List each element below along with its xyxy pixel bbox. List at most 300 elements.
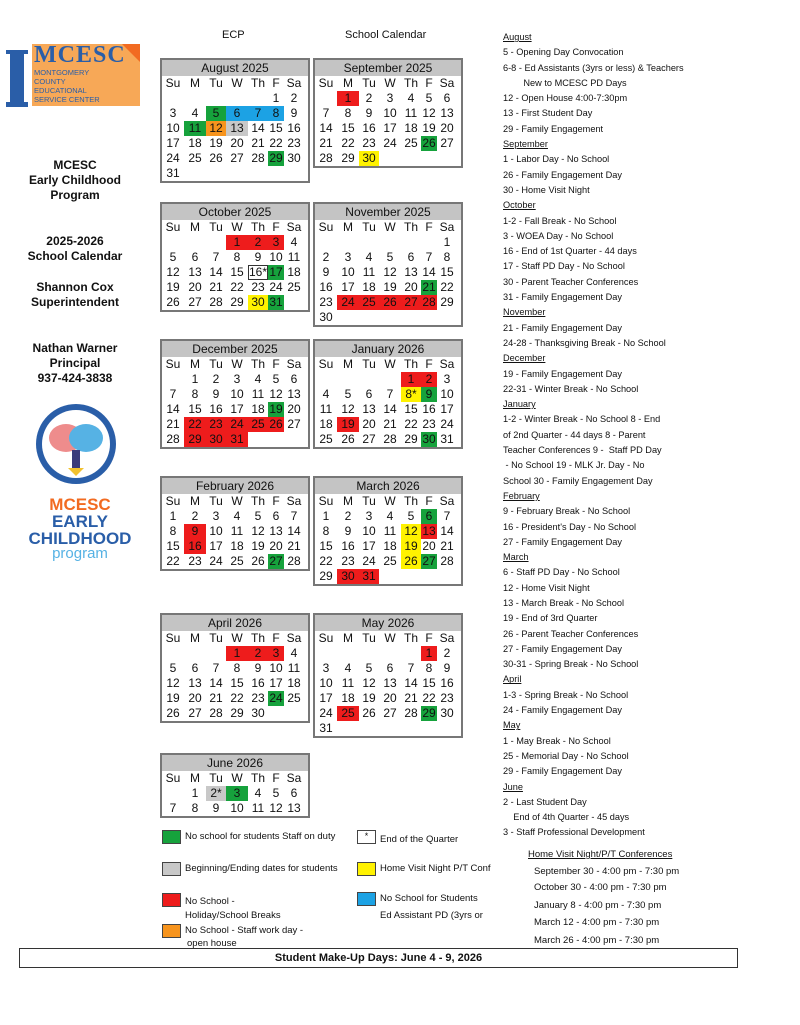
calendar-day: 24 — [166, 151, 180, 165]
calendar-day — [162, 91, 184, 106]
event-item: 12 - Home Visit Night — [503, 582, 590, 593]
calendar-day: 18 — [383, 539, 397, 553]
principal-title: Principal — [49, 356, 101, 370]
logo-abbr: MCESC — [34, 42, 126, 68]
calendar-day: 12 — [251, 524, 265, 538]
calendar-day: 16 — [362, 121, 376, 135]
day-header: M — [190, 631, 200, 645]
event-item: 1-3 - Spring Break - No School — [503, 689, 629, 700]
day-header: W — [231, 220, 243, 234]
calendar-day: 19 — [166, 280, 180, 294]
day-header: M — [343, 357, 353, 371]
calendar-day: 31 — [166, 166, 180, 180]
calendar-day: 2 — [248, 646, 268, 661]
week-row — [315, 136, 461, 151]
calendar-day: 18 — [319, 417, 333, 431]
event-item: 6-8 - Ed Assistants (3yrs or less) & Teachers — [503, 62, 684, 73]
day-header: Tu — [362, 357, 376, 371]
home-visit-item: March 12 - 4:00 pm - 7:30 pm — [534, 917, 660, 928]
calendar-day: 30 — [422, 432, 436, 446]
calendar-day: 20 — [440, 121, 454, 135]
calendar-day: 22 — [269, 136, 283, 150]
calendar-day: 9 — [344, 524, 352, 538]
calendar-day: 29 — [319, 569, 333, 583]
calendar-day: 17 — [341, 280, 355, 294]
home-visit-item: September 30 - 4:00 pm - 7:30 pm — [534, 866, 680, 877]
event-item: 26 - Family Engagement Day — [503, 169, 622, 180]
calendar-day: 26 — [166, 295, 180, 309]
calendar-day: 11 — [251, 801, 265, 815]
calendar-day: 1 — [443, 235, 451, 249]
calendar-day: 30 — [337, 569, 359, 584]
calendar-day: 22 — [404, 417, 418, 431]
day-header: W — [231, 771, 243, 785]
calendar-day: 4 — [254, 786, 262, 800]
calendar-day: 18 — [188, 136, 202, 150]
week-row — [162, 706, 308, 721]
calendar-day: 8 — [268, 106, 284, 121]
home-visit-item: March 26 - 4:00 pm - 7:30 pm — [534, 935, 660, 946]
program-line: Program — [50, 188, 100, 202]
calendar-day: 11 — [383, 524, 397, 538]
calendar-day: 26 — [422, 136, 436, 150]
calendar-day: 25 — [287, 280, 301, 294]
calendar-day: 23 — [440, 691, 454, 705]
calendar-day: 13 — [287, 387, 301, 401]
calendar-day: 22 — [184, 417, 206, 432]
logo-lines — [34, 68, 100, 104]
legend-blue-text2: Ed Assistant PD (3yrs or — [380, 910, 483, 921]
calendar-day — [379, 646, 401, 661]
day-header: F — [272, 220, 280, 234]
calendar-day: 10 — [269, 250, 283, 264]
calendar-day: 28 — [422, 295, 436, 309]
calendar-day: 15 — [404, 402, 418, 416]
week-row — [162, 121, 308, 136]
day-header: Tu — [209, 631, 223, 645]
calendar-day: 12 — [341, 402, 355, 416]
day-header: Tu — [209, 357, 223, 371]
calendar-day — [337, 235, 359, 250]
calendar-day: 7 — [248, 106, 268, 121]
calendar-day: 28 — [209, 295, 223, 309]
calendar-day: 11 — [404, 106, 418, 120]
calendar-day: 5 — [407, 509, 415, 523]
week-row — [162, 509, 308, 524]
event-item: 26 - Parent Teacher Conferences — [503, 628, 639, 639]
event-item: 1 - May Break - No School — [503, 735, 611, 746]
calendar-day: 3 — [344, 250, 352, 264]
calendar-day: 27 — [188, 706, 202, 720]
event-month-heading: January — [503, 399, 536, 410]
calendar-day: 6 — [290, 372, 298, 386]
calendar-day: 20 — [422, 539, 436, 553]
calendar-day: 11 — [319, 402, 333, 416]
week-row — [315, 661, 461, 676]
calendar-day: 8 — [322, 524, 330, 538]
calendar-day: 27 — [287, 417, 301, 431]
home-visit-title: Home Visit Night/P/T Conferences — [528, 849, 673, 860]
calendar-day: 1 — [272, 91, 280, 105]
legend-red-swatch — [162, 893, 181, 907]
calendar-day: 13 — [404, 265, 418, 279]
legend-star-text: End of the Quarter — [380, 834, 459, 845]
calendar-day: 22 — [422, 691, 436, 705]
month-calendar — [160, 613, 310, 723]
program-title — [10, 158, 140, 203]
event-item: 19 - End of 3rd Quarter — [503, 613, 598, 624]
calendar-day: 4 — [344, 661, 352, 675]
calendar-day: 3 — [268, 646, 284, 661]
week-row — [162, 265, 308, 280]
week-row — [315, 691, 461, 706]
calendar-day: 6 — [421, 509, 437, 524]
calendar-day: 7 — [443, 509, 451, 523]
calendar-day: 12 — [166, 676, 180, 690]
calendar-day: 22 — [440, 280, 454, 294]
calendar-day: 28 — [440, 554, 454, 568]
calendar-day: 7 — [212, 250, 220, 264]
calendar-day: 21 — [422, 280, 436, 294]
week-row — [315, 372, 461, 387]
calendar-day: 9 — [421, 387, 437, 402]
calendar-day — [337, 646, 359, 661]
calendar-day: 17 — [166, 136, 180, 150]
calendar-day: 13 — [269, 524, 283, 538]
day-header: F — [425, 76, 433, 90]
calendar-day: 1 — [191, 786, 199, 800]
calendar-day: 14 — [209, 265, 223, 279]
calendar-day: 3 — [212, 509, 220, 523]
calendar-day: 9 — [290, 106, 298, 120]
calendar-day: 31 — [319, 721, 333, 735]
calendar-day — [379, 372, 401, 387]
calendar-day — [248, 91, 268, 106]
day-header: F — [425, 631, 433, 645]
calendar-day: 17 — [269, 676, 283, 690]
calendar-day: 24 — [209, 554, 223, 568]
event-item: - No School 19 - MLK Jr. Day - No — [503, 460, 645, 471]
calendar-day: 6 — [290, 786, 298, 800]
calendar-day: 6 — [386, 661, 394, 675]
calendar-day: 18 — [341, 691, 355, 705]
event-item: 30 - Parent Teacher Conferences — [503, 276, 639, 287]
week-row — [315, 646, 461, 661]
calendar-day: 3 — [233, 372, 241, 386]
week-row — [315, 554, 461, 569]
day-header: M — [190, 220, 200, 234]
calendar-day: 23 — [188, 554, 202, 568]
day-header-row — [162, 220, 308, 235]
calendar-day — [421, 235, 437, 250]
calendar-day: 3 — [268, 235, 284, 250]
day-header-row — [162, 357, 308, 372]
legend-gray-swatch — [162, 862, 181, 876]
calendar-day: 11 — [230, 524, 244, 538]
home-visit-item: October 30 - 4:00 pm - 7:30 pm — [534, 882, 667, 893]
day-header: Su — [165, 494, 181, 508]
calendar-day: 3 — [226, 786, 248, 801]
day-header: Su — [165, 771, 181, 785]
day-header: Su — [318, 357, 334, 371]
calendar-day: 21 — [209, 691, 223, 705]
calendar-day: 14 — [440, 524, 454, 538]
calendar-day: 3 — [443, 372, 451, 386]
calendar-day: 16 — [287, 121, 301, 135]
week-row — [162, 235, 308, 250]
calendar-day: 17 — [362, 539, 376, 553]
calendar-day: 9 — [212, 801, 220, 815]
calendar-day: 5 — [272, 786, 280, 800]
calendar-day — [401, 646, 421, 661]
calendar-day: 6 — [226, 106, 248, 121]
event-item: 29 - Family Engagement Day — [503, 766, 622, 777]
calendar-day: 1 — [191, 372, 199, 386]
event-item: 3 - WOEA Day - No School — [503, 230, 614, 241]
calendar-day: 31 — [359, 569, 379, 584]
calendar-day — [359, 372, 379, 387]
event-item: 22-31 - Winter Break - No School — [503, 383, 639, 394]
week-row — [162, 136, 308, 151]
calendar-day: 29 — [269, 151, 283, 165]
calendar-day: 4 — [322, 387, 330, 401]
calendar-day: 6 — [191, 661, 199, 675]
calendar-day: 24 — [440, 417, 454, 431]
day-header: Su — [318, 631, 334, 645]
calendar-day — [162, 646, 184, 661]
calendar-day: 1 — [401, 372, 421, 387]
calendar-day: 9 — [254, 661, 262, 675]
calendar-day: 23 — [251, 280, 265, 294]
calendar-day: 12 — [383, 265, 397, 279]
calendar-day: 3 — [386, 91, 394, 105]
calendar-day: 23 — [251, 691, 265, 705]
calendar-day: 15 — [188, 402, 202, 416]
calendar-day: 15 — [319, 539, 333, 553]
calendar-day: 29 — [341, 151, 355, 165]
calendar-day: 18 — [362, 280, 376, 294]
month-calendar — [313, 202, 463, 327]
calendar-day: 11 — [287, 250, 301, 264]
day-header: Th — [403, 357, 418, 371]
month-title: August 2025 — [162, 60, 308, 76]
calendar-day: 10 — [362, 524, 376, 538]
day-header: Th — [403, 494, 418, 508]
calendar-day: 4 — [290, 646, 298, 660]
calendar-day — [315, 91, 337, 106]
month-title: December 2025 — [162, 341, 308, 357]
day-header: Th — [403, 631, 418, 645]
calendar-day: 5 — [206, 106, 226, 121]
month-title: January 2026 — [315, 341, 461, 357]
calendar-day: 9 — [212, 387, 220, 401]
event-item: 17 - Staff PD Day - No School — [503, 261, 625, 272]
event-item: School 30 - Family Engagement Day — [503, 475, 653, 486]
calendar-day: 27 — [188, 295, 202, 309]
event-item: 24-28 - Thanksgiving Break - No School — [503, 337, 666, 348]
week-row — [315, 676, 461, 691]
calendar-day: 24 — [269, 691, 283, 705]
calendar-day: 31 — [226, 432, 248, 447]
day-header: F — [272, 76, 280, 90]
month-calendar — [160, 58, 310, 183]
makeup-days-banner: Student Make-Up Days: June 4 - 9, 2026 — [19, 948, 738, 968]
event-item: 25 - Memorial Day - No School — [503, 750, 629, 761]
calendar-day: 15 — [422, 676, 436, 690]
day-header: Su — [165, 631, 181, 645]
calendar-day: 26 — [401, 554, 421, 569]
day-header: Th — [250, 357, 265, 371]
calendar-day: 13 — [226, 121, 248, 136]
calendar-day: 30 — [206, 432, 226, 447]
calendar-day: 3 — [365, 509, 373, 523]
calendar-day: 20 — [362, 417, 376, 431]
calendar-day: 27 — [362, 432, 376, 446]
calendar-day: 11 — [251, 387, 265, 401]
day-header: F — [272, 494, 280, 508]
legend-yellow-text: Home Visit Night P/T Conf — [380, 863, 491, 874]
calendar-day: 1 — [226, 646, 248, 661]
day-header: M — [343, 494, 353, 508]
logo-line: SERVICE CENTER — [34, 95, 100, 104]
calendar-day: 9 — [443, 661, 451, 675]
week-row — [162, 91, 308, 106]
day-header: Th — [250, 220, 265, 234]
event-item: 24 - Family Engagement Day — [503, 705, 622, 716]
legend-orange-text1: No School - Staff work day - — [185, 925, 304, 936]
calendar-day: 11 — [184, 121, 206, 136]
logo-line: MONTGOMERY — [34, 68, 90, 77]
calendar-day: 2 — [212, 372, 220, 386]
day-header: Th — [250, 494, 265, 508]
calendar-day: 25 — [230, 554, 244, 568]
program-line: MCESC — [53, 158, 97, 172]
calendar-day: 19 — [166, 691, 180, 705]
month-title: March 2026 — [315, 478, 461, 494]
calendar-day: 10 — [269, 661, 283, 675]
day-header-row — [315, 220, 461, 235]
event-item: Teacher Conferences 9 - Staff PD Day — [503, 445, 662, 456]
mcesc-logo — [4, 40, 142, 112]
calendar-day: 12 — [269, 801, 283, 815]
week-row — [162, 417, 308, 432]
month-title: May 2026 — [315, 615, 461, 631]
calendar-day: 4 — [290, 235, 298, 249]
calendar-day: 10 — [209, 524, 223, 538]
day-header: Su — [165, 220, 181, 234]
calendar-day: 18 — [287, 265, 301, 279]
day-header: Sa — [286, 494, 302, 508]
day-header: W — [231, 76, 243, 90]
event-month-heading: October — [503, 200, 536, 211]
calendar-day: 16 — [422, 402, 436, 416]
month-title: November 2025 — [315, 204, 461, 220]
calendar-day: 25 — [287, 691, 301, 705]
event-item: 5 - Opening Day Convocation — [503, 47, 624, 58]
calendar-day — [184, 646, 206, 661]
calendar-day: 27 — [401, 295, 421, 310]
calendar-day: 4 — [254, 372, 262, 386]
calendar-day: 30 — [251, 706, 265, 720]
event-item: 27 - Family Engagement Day — [503, 643, 622, 654]
calendar-day: 18 — [230, 539, 244, 553]
calendar-day: 14 — [166, 402, 180, 416]
calendar-day: 13 — [188, 676, 202, 690]
event-item: 1-2 - Winter Break - No School 8 - End — [503, 414, 661, 425]
calendar-day: 24 — [269, 280, 283, 294]
calendar-day: 12 — [206, 121, 226, 136]
day-header: M — [190, 76, 200, 90]
calendar-day: 24 — [226, 417, 248, 432]
calendar-day: 16* — [248, 265, 268, 279]
calendar-day: 4 — [407, 91, 415, 105]
calendar-day: 28 — [251, 151, 265, 165]
calendar-day — [184, 235, 206, 250]
calendar-day: 21 — [287, 539, 301, 553]
calendar-day: 9 — [184, 524, 206, 539]
superintendent-block — [10, 280, 140, 310]
calendar-day: 21 — [383, 417, 397, 431]
calendar-day: 21 — [209, 280, 223, 294]
event-month-heading: May — [503, 720, 521, 731]
event-item: 6 - Staff PD Day - No School — [503, 567, 620, 578]
calendar-day — [162, 235, 184, 250]
calendar-day: 12 — [362, 676, 376, 690]
calendar-day — [379, 235, 401, 250]
day-header: Tu — [209, 771, 223, 785]
event-item: 29 - Family Engagement — [503, 123, 604, 134]
week-row — [315, 121, 461, 136]
events-list — [503, 30, 733, 841]
calendar-day: 14 — [319, 121, 333, 135]
calendar-day: 2 — [365, 91, 373, 105]
calendar-day: 17 — [383, 121, 397, 135]
calendar-day: 16 — [184, 539, 206, 554]
calendar-day: 16 — [341, 539, 355, 553]
calendar-day: 17 — [269, 265, 283, 279]
calendar-day — [401, 235, 421, 250]
event-item: 30-31 - Spring Break - No School — [503, 659, 639, 670]
calendar-day: 2 — [248, 235, 268, 250]
week-row — [315, 417, 461, 432]
month-title: September 2025 — [315, 60, 461, 76]
day-header: F — [272, 631, 280, 645]
calendar-day: 2 — [290, 91, 298, 105]
calendar-day: 5 — [365, 661, 373, 675]
event-month-heading: April — [503, 674, 522, 685]
calendar-day: 6 — [191, 250, 199, 264]
day-header: W — [384, 357, 396, 371]
calendar-day: 27 — [422, 554, 436, 568]
calendar-day: 5 — [169, 661, 177, 675]
calendar-day: 25 — [337, 706, 359, 721]
logo-line: EDUCATIONAL — [34, 86, 87, 95]
day-header: Th — [403, 76, 418, 90]
week-row — [162, 691, 308, 706]
month-calendar — [313, 476, 463, 586]
calendar-day: 12 — [422, 106, 436, 120]
calendar-day: 5 — [344, 387, 352, 401]
calendar-day: 28 — [166, 432, 180, 446]
calendar-day: 5 — [386, 250, 394, 264]
calendar-day — [184, 91, 206, 106]
calendar-day: 26 — [379, 295, 401, 310]
ec-logo-program: program — [52, 545, 108, 562]
calendar-day: 26 — [362, 706, 376, 720]
calendar-day: 6 — [407, 250, 415, 264]
calendar-day: 31 — [269, 295, 283, 309]
calendar-day: 5 — [425, 91, 433, 105]
